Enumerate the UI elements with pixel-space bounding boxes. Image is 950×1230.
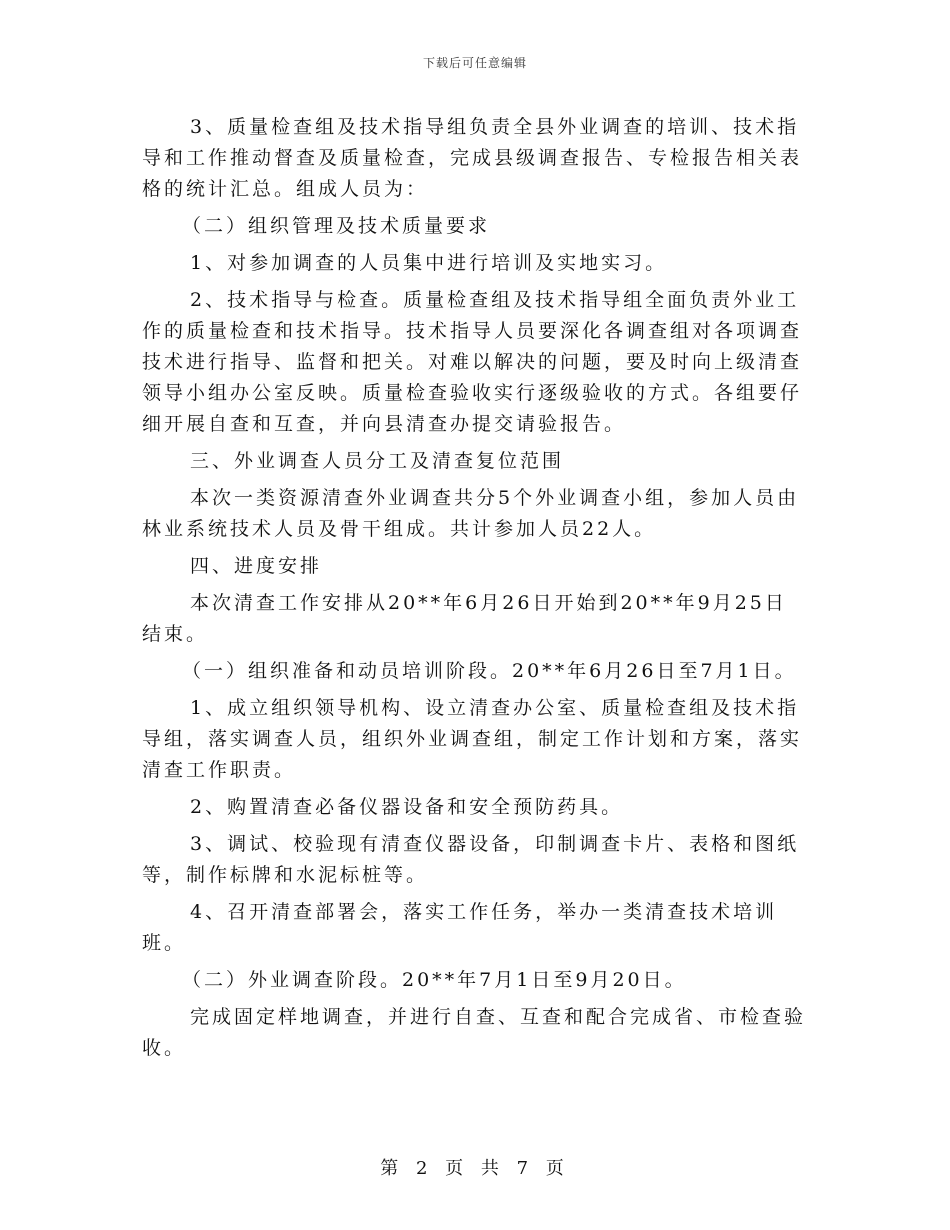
paragraph: 2、购置清查必备仪器设备和安全预防药具。	[190, 796, 624, 818]
paragraph: 本次一类资源清查外业调查共分5个外业调查小组，参加人员由林业系统技术人员及骨干组成。共计参加人员22人。	[142, 487, 800, 540]
section-heading: 三、外业调查人员分工及清查复位范围	[190, 450, 565, 472]
paragraph: 2、技术指导与检查。质量检查组及技术指导组全面负责外业工作的质量检查和技术指导。技术指导人员要深化各调查组对各项调查技术进行指导、监督和把关。对难以解决的问题，要及时向上级清查领导小组办公室反映。质量检查验收实行逐级验收的方式。各组要仔细开展自查和互查，并向县清查办提交请验报告。	[142, 289, 803, 435]
page-header: 下载后可任意编辑	[422, 56, 527, 70]
paragraph: 4、召开清查部署会，落实工作任务，举办一类清查技术培训班。	[142, 901, 778, 954]
section-heading: 四、进度安排	[190, 555, 323, 577]
paragraph: 本次清查工作安排从20**年6月26日开始到20**年9月25日结束。	[142, 592, 787, 645]
page-footer: 第 2 页 共 7 页	[380, 1158, 570, 1179]
paragraph: 1、成立组织领导机构、设立清查办公室、质量检查组及技术指导组，落实调查人员，组织外业调查组，制定工作计划和方案，落实清查工作职责。	[142, 697, 803, 781]
document-body	[142, 112, 808, 1070]
paragraph: 1、对参加调查的人员集中进行培训及实地实习。	[190, 252, 668, 274]
section-heading: （二）外业调查阶段。20**年7月1日至9月20日。	[182, 969, 687, 991]
paragraph: 3、质量检查组及技术指导组负责全县外业调查的培训、技术指导和工作推动督查及质量检查，完成县级调查报告、专检报告相关表格的统计汇总。组成人员为：	[142, 116, 803, 200]
paragraph: 完成固定样地调查，并进行自查、互查和配合完成省、市检查验收。	[142, 1006, 807, 1059]
paragraph: 3、调试、校验现有清查仪器设备，印制调查卡片、表格和图纸等，制作标牌和水泥标桩等。	[142, 833, 800, 886]
section-heading: （二）组织管理及技术质量要求	[182, 215, 491, 237]
section-heading: （一）组织准备和动员培训阶段。20**年6月26日至7月1日。	[182, 660, 797, 682]
